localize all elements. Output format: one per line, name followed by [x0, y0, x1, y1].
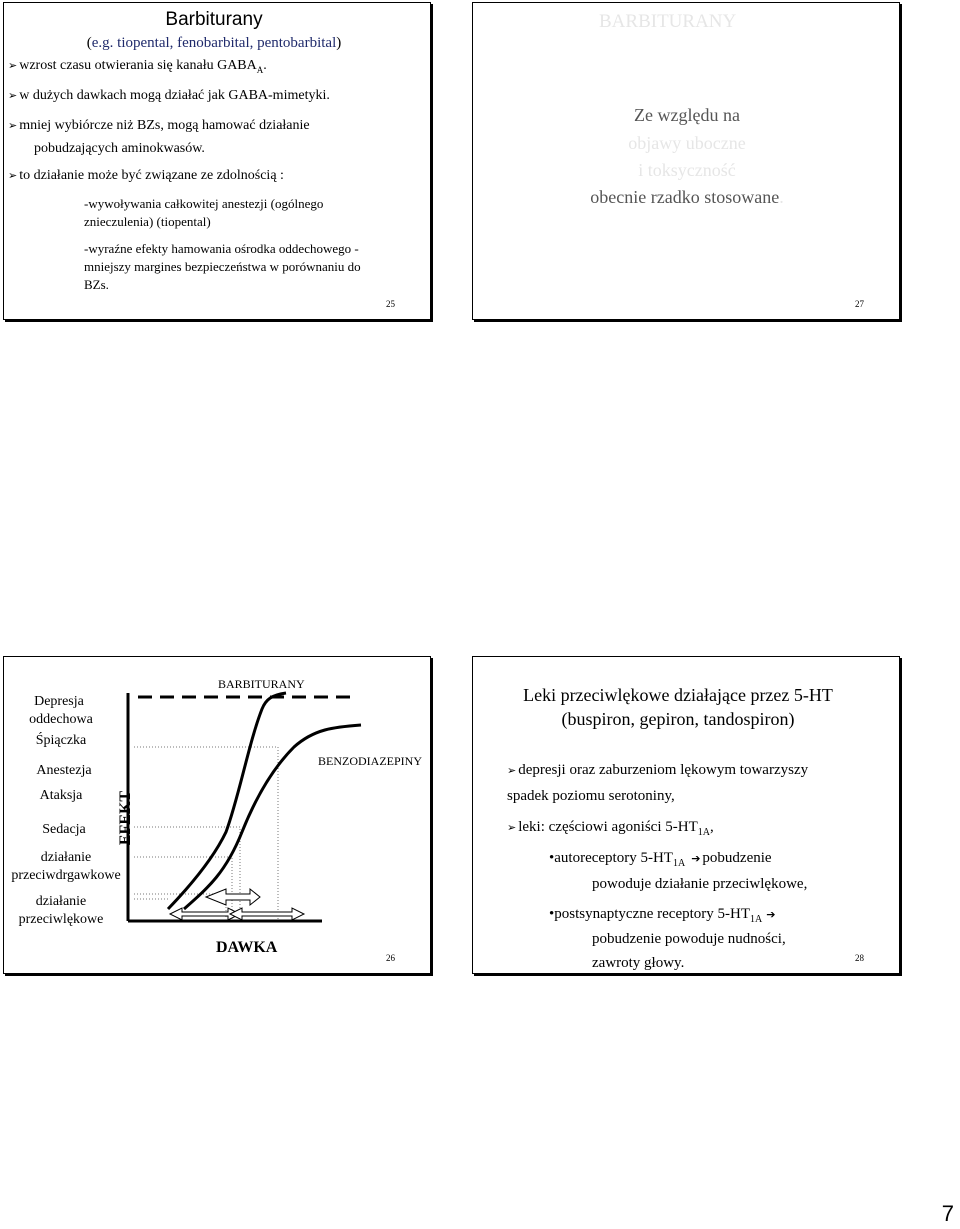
x-axis-label: DAWKA [216, 939, 278, 956]
label-przeciwlekowe: przeciwlękowe [18, 912, 104, 927]
slide-title-line-1: Leki przeciwlękowe działające przez 5-HT [523, 685, 833, 705]
bullet-1-cont: spadek poziomu serotoniny, [507, 788, 675, 804]
arrow-bullet-icon: ➢ [8, 119, 18, 132]
sub-item-1: -wywoływania całkowitej anestezji (ogólnego [84, 196, 324, 211]
curve-label-benzodiazepiny: BENZODIAZEPINY [318, 754, 422, 768]
label-spiaczka: Śpiączka [35, 733, 87, 748]
label-sedacja: Sedacja [42, 822, 86, 837]
bullet-2: ➢ w dużych dawkach mogą działać jak GABA-mimetyki. [8, 88, 330, 103]
sub-item-1-cont: znieczulenia) (tiopental) [84, 214, 211, 229]
sub-item-2-cont2: BZs. [84, 277, 109, 292]
y-axis-label: EFEKT [117, 790, 134, 846]
dose-effect-diagram [4, 657, 432, 975]
sub-item-2: -wyraźne efekty hamowania ośrodka oddechowego - [84, 241, 359, 256]
slide-number: 28 [855, 953, 864, 963]
arrow-bullet-icon: ➢ [8, 169, 18, 182]
label-przeciwdrgawkowe: przeciwdrgawkowe [11, 868, 121, 883]
arrow-bullet-icon: ➢ [507, 764, 517, 777]
text-line-2: objawy uboczne [628, 133, 746, 153]
bullet-1: ➢ wzrost czasu otwierania się kanału $GABA_A$. [8, 58, 267, 75]
curve-benzodiazepiny [184, 725, 361, 909]
slide-title: BARBITURANY [599, 11, 737, 32]
slide-number: 27 [855, 299, 864, 309]
bullet-2: ➢ leki: częściowi agoniści $5-HT_{1A}$, [507, 819, 714, 838]
slide-number: 25 [386, 299, 395, 309]
bullet-4: ➢ to działanie może być związane ze zdolnością : [8, 168, 284, 183]
sub-bullet-2-cont2: zawroty głowy. [592, 955, 685, 971]
arrow-bullet-icon: ➢ [8, 59, 18, 72]
slide-subtitle: (e.g. tiopental, fenobarbital, pentobarbital) [86, 35, 342, 51]
label-dzialanie-2: działanie [35, 894, 87, 909]
sub-bullet-1: •autoreceptory $5-HT_{1A}$ ➔ pobudzenie [549, 850, 772, 869]
text-line-1: Ze względu na [634, 105, 740, 125]
slide-28 [472, 656, 900, 974]
label-ataksja: Ataksja [39, 788, 83, 803]
arrow-bullet-icon: ➢ [8, 89, 18, 102]
slide-number: 26 [386, 953, 395, 963]
sub-item-2-cont: mniejszy margines bezpieczeństwa w porównaniu do [84, 259, 361, 274]
slide-title: Barbiturany [165, 9, 263, 30]
bullet-3-cont: pobudzających aminokwasów. [34, 141, 205, 156]
slide-26 [3, 656, 431, 974]
label-oddechowa: oddechowa [29, 712, 93, 727]
curve-label-barbiturany: BARBITURANY [218, 677, 305, 691]
sub-bullet-1-cont: powoduje działanie przeciwlękowe, [592, 876, 808, 892]
sub-bullet-2: •postsynaptyczne receptory $5-HT_{1A}$ ➔ [549, 906, 776, 925]
slide-25 [3, 2, 431, 320]
text-line-3: i toksyczność [638, 160, 736, 180]
bullet-3: ➢ mniej wybiórcze niż BZs, mogą hamować działanie [8, 118, 310, 133]
slide-title-line-2: (buspiron, gepiron, tandospiron) [561, 709, 795, 729]
bullet-1: ➢ depresji oraz zaburzeniom lękowym towarzyszy [507, 762, 809, 778]
curve-barbiturany [168, 693, 286, 909]
arrow-right-icon: ➔ [691, 852, 701, 865]
label-dzialanie-1: działanie [40, 850, 92, 865]
arrow-right-icon: ➔ [766, 908, 776, 921]
page-number: 7 [941, 1201, 954, 1226]
arrow-bullet-icon: ➢ [507, 821, 517, 834]
label-anestezja: Anestezja [36, 763, 92, 778]
text-line-4: obecnie rzadko stosowane. [590, 187, 784, 207]
slide-27 [472, 2, 900, 320]
label-depresja: Depresja [34, 694, 84, 709]
sub-bullet-2-cont: pobudzenie powoduje nudności, [592, 931, 786, 947]
